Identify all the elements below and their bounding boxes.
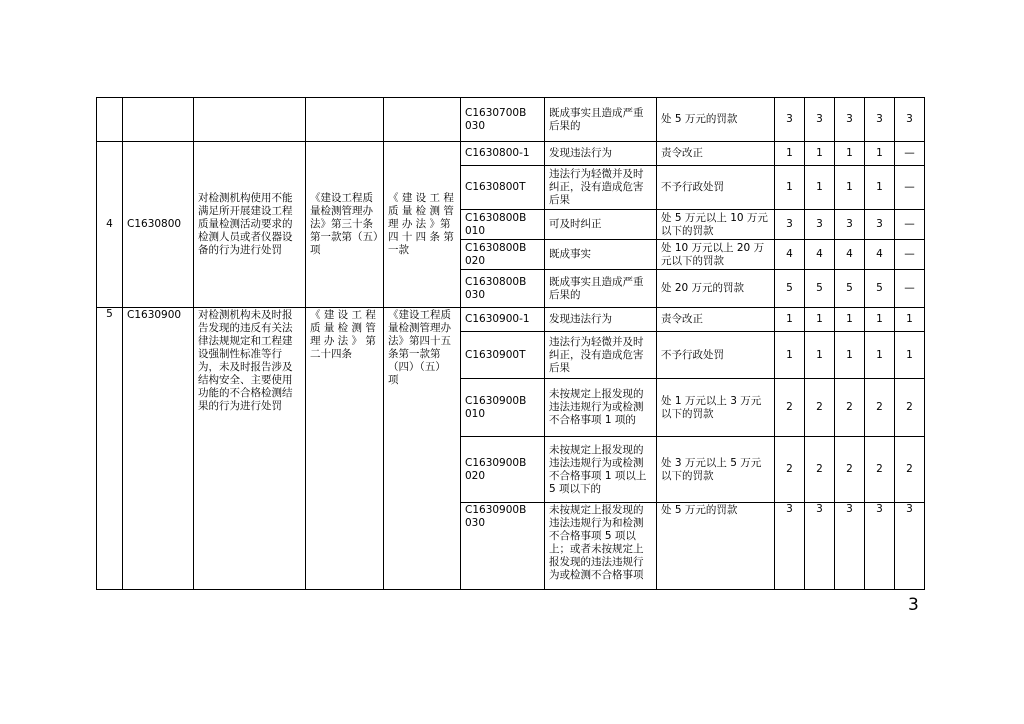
condition-cell: 违法行为轻微并及时纠正，没有造成危害后果 bbox=[545, 332, 657, 379]
penalty-basis-cell: 《 建 设 工 程 质 量 检 测 管 理 办 法 》第 四 十 四 条 第 一款 bbox=[384, 142, 461, 308]
penalty-standards-table bbox=[96, 97, 925, 590]
sub-code-cell: C1630900T bbox=[461, 332, 545, 379]
score-cell: 3 bbox=[895, 98, 925, 142]
score-cell: 3 bbox=[865, 210, 895, 240]
penalty-cell: 处 5 万元的罚款 bbox=[657, 98, 775, 142]
page-number: 3 bbox=[908, 595, 919, 615]
score-cell: 2 bbox=[805, 379, 835, 437]
score-cell: 3 bbox=[775, 98, 805, 142]
condition-cell: 未按规定上报发现的违法违规行为或检测不合格事项 1 项以上 5 项以下的 bbox=[545, 437, 657, 503]
score-cell: 2 bbox=[835, 379, 865, 437]
score-cell: 3 bbox=[805, 210, 835, 240]
legal-basis-cell: 《 建 设 工 程 质 量 检 测 管 理 办 法 》 第 二十四条 bbox=[306, 308, 384, 590]
score-cell: 1 bbox=[835, 332, 865, 379]
sub-code-cell: C1630800B 030 bbox=[461, 270, 545, 308]
sub-code-cell: C1630900-1 bbox=[461, 308, 545, 332]
score-cell: — bbox=[895, 270, 925, 308]
penalty-cell: 不予行政处罚 bbox=[657, 332, 775, 379]
score-cell: 5 bbox=[865, 270, 895, 308]
condition-cell: 发现违法行为 bbox=[545, 142, 657, 166]
penalty-cell: 责令改正 bbox=[657, 308, 775, 332]
score-cell: 5 bbox=[775, 270, 805, 308]
score-cell: 1 bbox=[805, 308, 835, 332]
score-cell: 5 bbox=[805, 270, 835, 308]
score-cell: 4 bbox=[865, 240, 895, 270]
score-cell: 2 bbox=[775, 437, 805, 503]
score-cell: 2 bbox=[895, 379, 925, 437]
sub-code-cell: C1630800-1 bbox=[461, 142, 545, 166]
item-code-cell: C1630900 bbox=[123, 308, 194, 590]
condition-cell: 违法行为轻微并及时纠正，没有造成危害后果 bbox=[545, 166, 657, 210]
empty-cell bbox=[194, 98, 306, 142]
score-cell: 1 bbox=[835, 166, 865, 210]
sub-code-cell: C1630700B 030 bbox=[461, 98, 545, 142]
condition-cell: 可及时纠正 bbox=[545, 210, 657, 240]
score-cell: 3 bbox=[775, 503, 805, 590]
table-row bbox=[97, 98, 925, 142]
penalty-cell: 责令改正 bbox=[657, 142, 775, 166]
penalty-cell: 处 10 万元以上 20 万元以下的罚款 bbox=[657, 240, 775, 270]
table-row bbox=[97, 142, 925, 166]
score-cell: 1 bbox=[775, 332, 805, 379]
penalty-cell: 处 3 万元以上 5 万元以下的罚款 bbox=[657, 437, 775, 503]
score-cell: 1 bbox=[805, 142, 835, 166]
sub-code-cell: C1630900B 020 bbox=[461, 437, 545, 503]
score-cell: 1 bbox=[805, 166, 835, 210]
condition-cell: 既成事实 bbox=[545, 240, 657, 270]
empty-cell bbox=[306, 98, 384, 142]
condition-cell: 发现违法行为 bbox=[545, 308, 657, 332]
score-cell: 1 bbox=[895, 332, 925, 379]
score-cell: 5 bbox=[835, 270, 865, 308]
score-cell: 3 bbox=[805, 98, 835, 142]
empty-cell bbox=[123, 98, 194, 142]
score-cell: 3 bbox=[805, 503, 835, 590]
penalty-cell: 不予行政处罚 bbox=[657, 166, 775, 210]
condition-cell: 未按规定上报发现的违法违规行为和检测不合格事项 5 项以上；或者未按规定上报发现的违法违规行为或检测不合格事项 bbox=[545, 503, 657, 590]
sub-code-cell: C1630800B 010 bbox=[461, 210, 545, 240]
sub-code-cell: C1630900B 010 bbox=[461, 379, 545, 437]
score-cell: — bbox=[895, 142, 925, 166]
score-cell: 4 bbox=[775, 240, 805, 270]
score-cell: — bbox=[895, 210, 925, 240]
score-cell: 1 bbox=[865, 332, 895, 379]
score-cell: 2 bbox=[835, 437, 865, 503]
score-cell: 1 bbox=[835, 142, 865, 166]
sub-code-cell: C1630800B 020 bbox=[461, 240, 545, 270]
penalty-cell: 处 5 万元的罚款 bbox=[657, 503, 775, 590]
score-cell: 3 bbox=[835, 98, 865, 142]
score-cell: 1 bbox=[895, 308, 925, 332]
item-description-cell: 对检测机构未及时报告发现的违反有关法律法规规定和工程建设强制性标准等行为，未及时报告涉及结构安全、主要使用功能的不合格检测结果的行为进行处罚 bbox=[194, 308, 306, 590]
item-number-cell: 5 bbox=[97, 308, 123, 590]
item-description-cell: 对检测机构使用不能满足所开展建设工程质量检测活动要求的检测人员或者仪器设备的行为进行处罚 bbox=[194, 142, 306, 308]
sub-code-cell: C1630800T bbox=[461, 166, 545, 210]
legal-basis-cell: 《建设工程质量检测管理办法》第三十条第一款第（五）项 bbox=[306, 142, 384, 308]
score-cell: — bbox=[895, 240, 925, 270]
score-cell: 4 bbox=[835, 240, 865, 270]
score-cell: 1 bbox=[865, 308, 895, 332]
score-cell: 2 bbox=[895, 437, 925, 503]
score-cell: 3 bbox=[865, 503, 895, 590]
item-code-cell: C1630800 bbox=[123, 142, 194, 308]
score-cell: 2 bbox=[865, 379, 895, 437]
penalty-basis-cell: 《建设工程质量检测管理办法》第四十五条第一款第（四）（五）项 bbox=[384, 308, 461, 590]
penalty-cell: 处 20 万元的罚款 bbox=[657, 270, 775, 308]
score-cell: 1 bbox=[775, 142, 805, 166]
score-cell: 1 bbox=[775, 308, 805, 332]
table-row bbox=[97, 308, 925, 332]
score-cell: 4 bbox=[805, 240, 835, 270]
score-cell: 3 bbox=[835, 503, 865, 590]
score-cell: 3 bbox=[775, 210, 805, 240]
score-cell: 1 bbox=[865, 166, 895, 210]
empty-cell bbox=[97, 98, 123, 142]
condition-cell: 未按规定上报发现的违法违规行为或检测不合格事项 1 项的 bbox=[545, 379, 657, 437]
score-cell: 3 bbox=[865, 98, 895, 142]
sub-code-cell: C1630900B 030 bbox=[461, 503, 545, 590]
score-cell: 1 bbox=[805, 332, 835, 379]
condition-cell: 既成事实且造成严重后果的 bbox=[545, 98, 657, 142]
empty-cell bbox=[384, 98, 461, 142]
condition-cell: 既成事实且造成严重后果的 bbox=[545, 270, 657, 308]
penalty-cell: 处 1 万元以上 3 万元以下的罚款 bbox=[657, 379, 775, 437]
score-cell: 3 bbox=[835, 210, 865, 240]
score-cell: — bbox=[895, 166, 925, 210]
score-cell: 2 bbox=[865, 437, 895, 503]
score-cell: 2 bbox=[805, 437, 835, 503]
score-cell: 1 bbox=[835, 308, 865, 332]
score-cell: 2 bbox=[775, 379, 805, 437]
score-cell: 1 bbox=[865, 142, 895, 166]
score-cell: 1 bbox=[775, 166, 805, 210]
score-cell: 3 bbox=[895, 503, 925, 590]
penalty-cell: 处 5 万元以上 10 万元以下的罚款 bbox=[657, 210, 775, 240]
item-number-cell: 4 bbox=[97, 142, 123, 308]
